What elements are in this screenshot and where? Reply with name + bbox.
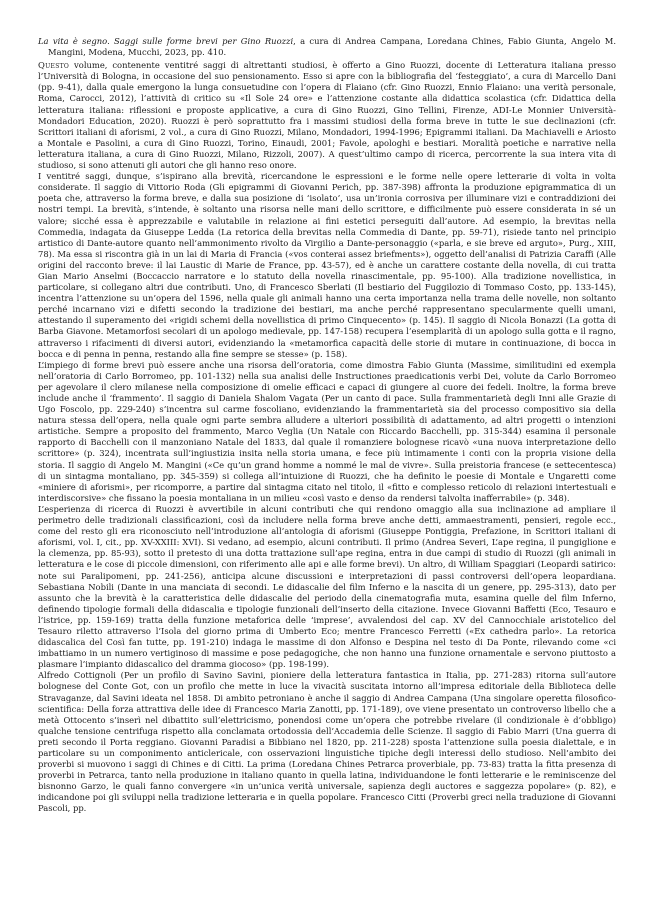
body-paragraph: L’esperienza di ricerca di Ruozzi è avvertibile in alcuni contributi che qui rendono omaggio alla sua inclinazione ad ampliare il perimetro delle tradizionali classificazioni, così da includere nella forma breve anche detti, ammaestramenti, pensieri, regole ecc., come del resto gli era riconosciuto nell’introduzione all’antologia di aforismi (Giuseppe Pontiggia, Prefazione, in Scrittori italiani di aforismi, vol. I, cit., pp. XV-XXIII: XVI). Si vedano, ad esempio, alcuni contributi. Il primo (Andrea Severi, L’ape regina, il pungiglione e la clemenza, pp. 85-93), sotto il pretesto di una dotta trattazione sull’ape regina, entra in due campi di studio di Ruozzi (gli animali in letteratura e le cose di piccole dimensioni, con riferimento alle api e alle forme brevi). Un altro, di William Spaggiari (Leopardi satirico: note sui Paralipomeni, pp. 241-256), anticipa alcune discussioni e interpretazioni di passi controversi dell’opera leopardiana. Sebastiana Nobili (Dante in una manciata di secondi. Le didascalie del film Inferno e la nascita di un genere, pp. 295-313), dato per assunto che la brevità è la caratteristica delle didascalie del periodo della cinematografia muta, esamina quelle del film Inferno, definendo tipologie formali della didascalia e tipologie funzionali dell’inserto della citazione. Invece Giovanni Baffetti (Eco, Tesauro e l’istrice, pp. 159-169) tratta della funzione metaforica delle ‘imprese’, avvalendosi del cap. XV del Cannocchiale aristotelico del Tesauro riletto attraverso l’Isola del giorno prima di Umberto Eco; mentre Francesco Ferretti («Ex cathedra parlo». La retorica didascalica del Così fan tutte, pp. 191-210) indaga le massime di don Alfonso e Despina nel testo di Da Ponte, rilevando come «ci imbattiamo in un numero vertiginoso di massime e pose pedagogiche, che non hanno una funzione ornamentale e servono piuttosto a plasmare l’impianto didascalico del dramma giocoso» (pp. 198-199). bbox=[38, 503, 616, 670]
intro-lead-word: Questo bbox=[38, 60, 70, 71]
intro-text: volume, contenente ventitré saggi di altrettanti studiosi, è offerto a Gino Ruozzi, docente di Letteratura italiana presso l’Università di Bologna, in occasione del suo pensionamento. Esso si apre con la bibliografia del ‘festeggiato’, a cura di Marcello Dani (pp. 9-41), dalla quale emergono la lunga consuetudine con l’opera di Flaiano (cfr. Gino Ruozzi, Ennio Flaiano: una verità personale, Roma, Carocci, 2012), l’attività di critico su «Il Sole 24 ore» e l’attenzione costante alla didattica scolastica (cfr. Didattica della letteratura italiana: riflessioni e proposte applicative, a cura di Gino Ruozzi, Gino Tellini, Firenze, ADI-Le Monnier Università-Mondadori Education, 2020). Ruozzi è però soprattutto fra i massimi studiosi della forma breve in tutte le sue declinazioni (cfr. Scrittori italiani di aforismi, 2 vol., a cura di Gino Ruozzi, Milano, Mondadori, 1994-1996; Epigrammi italiani. Da Machiavelli e Ariosto a Montale e Pasolini, a cura di Gino Ruozzi, Torino, Einaudi, 2001; Favole, apologhi e bestiari. Moralità poetiche e narrative nella letteratura italiana, a cura di Gino Ruozzi, Milano, Rizzoli, 2007). A quest’ultimo campo di ricerca, percorrente la sua intera vita di studioso, si sono attenuti gli autori che gli hanno reso onore. bbox=[38, 60, 616, 171]
body-paragraph: L’impiego di forme brevi può essere anche una risorsa dell’oratoria, come dimostra Fabio Giunta (Massime, similitudini ed exempla nell’oratoria di Carlo Borromeo, pp. 101-132) nella sua analisi delle Instructiones praedicationis verbi Dei, volute da Carlo Borromeo per agevolare il clero milanese nella composizione di omelie efficaci e capaci di giungere al cuore dei fedeli. Inoltre, la forma breve include anche il ‘frammento’. Il saggio di Daniela Shalom Vagata (Per un canto di pace. Sulla frammentarietà degli Inni alle Grazie di Ugo Foscolo, pp. 229-240) s’incentra sul carme foscoliano, evidenziando la frammentarietà sia del processo compositivo sia della natura stessa dell’opera, nella quale ogni parte sembra alludere a ulteriori possibilità di adattamento, ad altri progetti o intenzioni artistiche. Sempre a proposito del frammento, Marco Veglia (Un Natale con Riccardo Bacchelli, pp. 315-344) esamina il personale rapporto di Bacchelli con il manzoniano Natale del 1833, dal quale il romanziere bolognese ricavò «una nuova interpretazione dello scrittore» (p. 324), incentrata sull’ingiustizia insita nella storia umana, e fece più intimamente i conti con la propria visione della storia. Il saggio di Angelo M. Mangini («Ce qu’un grand homme a nommé le mal de vivre». Sulla preistoria francese (e settecentesca) di un sintagma montaliano, pp. 345-359) si collega all’intuizione di Ruozzi, che ha definito le poesie di Montale e Ungaretti come «miniere di aforismi», per ricomporre, a partire dal sintagma citato nel titolo, il «fitto e complesso reticolo di relazioni intertestuali e interdiscorsive» che fissano la poesia montaliana in un milieu «così vasto e denso da rendersi talvolta inafferrabile» (p. 348). bbox=[38, 359, 616, 503]
book-details: , a cura di Andrea Campana, Loredana Chines, Fabio Giunta, Angelo M. Mangini, Modena, Mucchi, 2023, pp. 410. bbox=[48, 36, 616, 58]
body-paragraph: I ventitré saggi, dunque, s’ispirano alla brevità, ricercandone le espressioni e le forme nelle opere letterarie di volta in volta considerate. Il saggio di Vittorio Roda (Gli epigrammi di Giovanni Perich, pp. 387-398) affronta la produzione epigrammatica di un poeta che, attraverso la forma breve, e dalla sua posizione di ‘isolato’, usa un’ironia corrosiva per illuminare vizi e contraddizioni dei nostri tempi. La brevità, s’intende, è soltanto una risorsa nelle mani dello scrittore, e difficilmente può essere considerata in sé un valore; sicché essa è apprezzabile e valutabile in relazione ai fini estetici perseguiti dall’autore. Ad esempio, la brevitas nella Commedia, indagata da Giuseppe Ledda (La retorica della brevitas nella Commedia di Dante, pp. 59-71), risiede tanto nel principio artistico di Dante-autore quanto nell’ammonimento rivolto da Virgilio a Dante-personaggio («parla, e sie breve ed arguto», Purg., XIII, 78). Ma essa si riscontra già in un lai di Maria di Francia («vos conterai assez briefments»), oggetto dell’analisi di Patrizia Caraffi (Alle origini del racconto breve: il lai Laustic di Marie de France, pp. 43-57), ed è anche un carattere costante della novella, di cui tratta Gian Mario Anselmi (Boccaccio narratore e lo statuto della novella rinascimentale, pp. 95-100). Alla tradizione novellistica, in particolare, si collegano altri due contributi. Uno, di Francesco Sberlati (Il bestiario del Fuggilozio di Tommaso Costo, pp. 133-145), incentra l’attenzione su un’opera del 1596, nella quale gli animali hanno una certa importanza nella trama delle novelle, non soltanto perché incarnano vizi e difetti secondo la tradizione dei bestiari, ma anche perché rappresentano specularmente quelli umani, attestando il superamento dei «rigidi schemi della novellistica di primo Cinquecento» (p. 145). Il saggio di Nicola Bonazzi (La gotta di Barba Giavone. Metamorfosi secolari di un apologo medievale, pp. 147-158) recupera l’esemplarità di un apologo sulla gotta e il ragno, attraverso i rifacimenti di diversi autori, evidenziando la «metamorfica capacità delle storie di mutare in continuazione, di bocca in bocca e di penna in penna, restando alla fine sempre se stesse» (p. 158). bbox=[38, 171, 616, 359]
book-title: La vita è segno. Saggi sulle forme brevi per Gino Ruozzi bbox=[38, 36, 294, 46]
intro-paragraph bbox=[38, 60, 616, 171]
body-paragraph: Alfredo Cottignoli (Per un profilo di Savino Savini, pioniere della letteratura fantastica in Italia, pp. 271-283) ritorna sull’autore bolognese del Conte Got, con un profilo che mette in luce la vivacità suscitata intorno all’impresa editoriale della Biblioteca delle Stravaganze, dal Savini ideata nel 1858. Di ambito petroniano è anche il saggio di Andrea Campana (Una singolare operetta filosofico-scientifica: Della forza attrattiva delle idee di Francesco Maria Zanotti, pp. 171-189), ove viene presentato un controverso libello che a metà Ottocento s’inserì nel dibattito sull’elettricismo, ponendosi come un’opera che potrebbe rivelare (il condizionale è d’obbligo) qualche tensione centrifuga rispetto alla conclamata ortodossia dell’Accademia delle Scienze. Il saggio di Fabio Marri (Una guerra di preti secondo il Porta reggiano. Giovanni Paradisi a Bibbiano nel 1820, pp. 211-228) sposta l’attenzione sulla poesia dialettale, e in particolare su un componimento anticlericale, con osservazioni linguistiche tipiche degli interessi dello studioso. Nell’ambito dei proverbi si muovono i saggi di Chines e di Citti. La prima (Loredana Chines Petrarca proverbiale, pp. 73-83) tratta la fitta presenza di proverbi in Petrarca, tanto nella produzione in italiano quanto in quella latina, individuandone le fonti letterarie e le reminiscenze del bisnonno Garzo, le quali fanno convergere «in un’unica verità universale, sapienza degli auctores e saggezza popolare» (p. 82), e indicandone poi gli sviluppi nella tradizione letteraria e in quella popolare. Francesco Citti (Proverbi greci nella traduzione di Giovanni Pascoli, pp. bbox=[38, 670, 616, 814]
bibliographic-header bbox=[38, 36, 616, 58]
